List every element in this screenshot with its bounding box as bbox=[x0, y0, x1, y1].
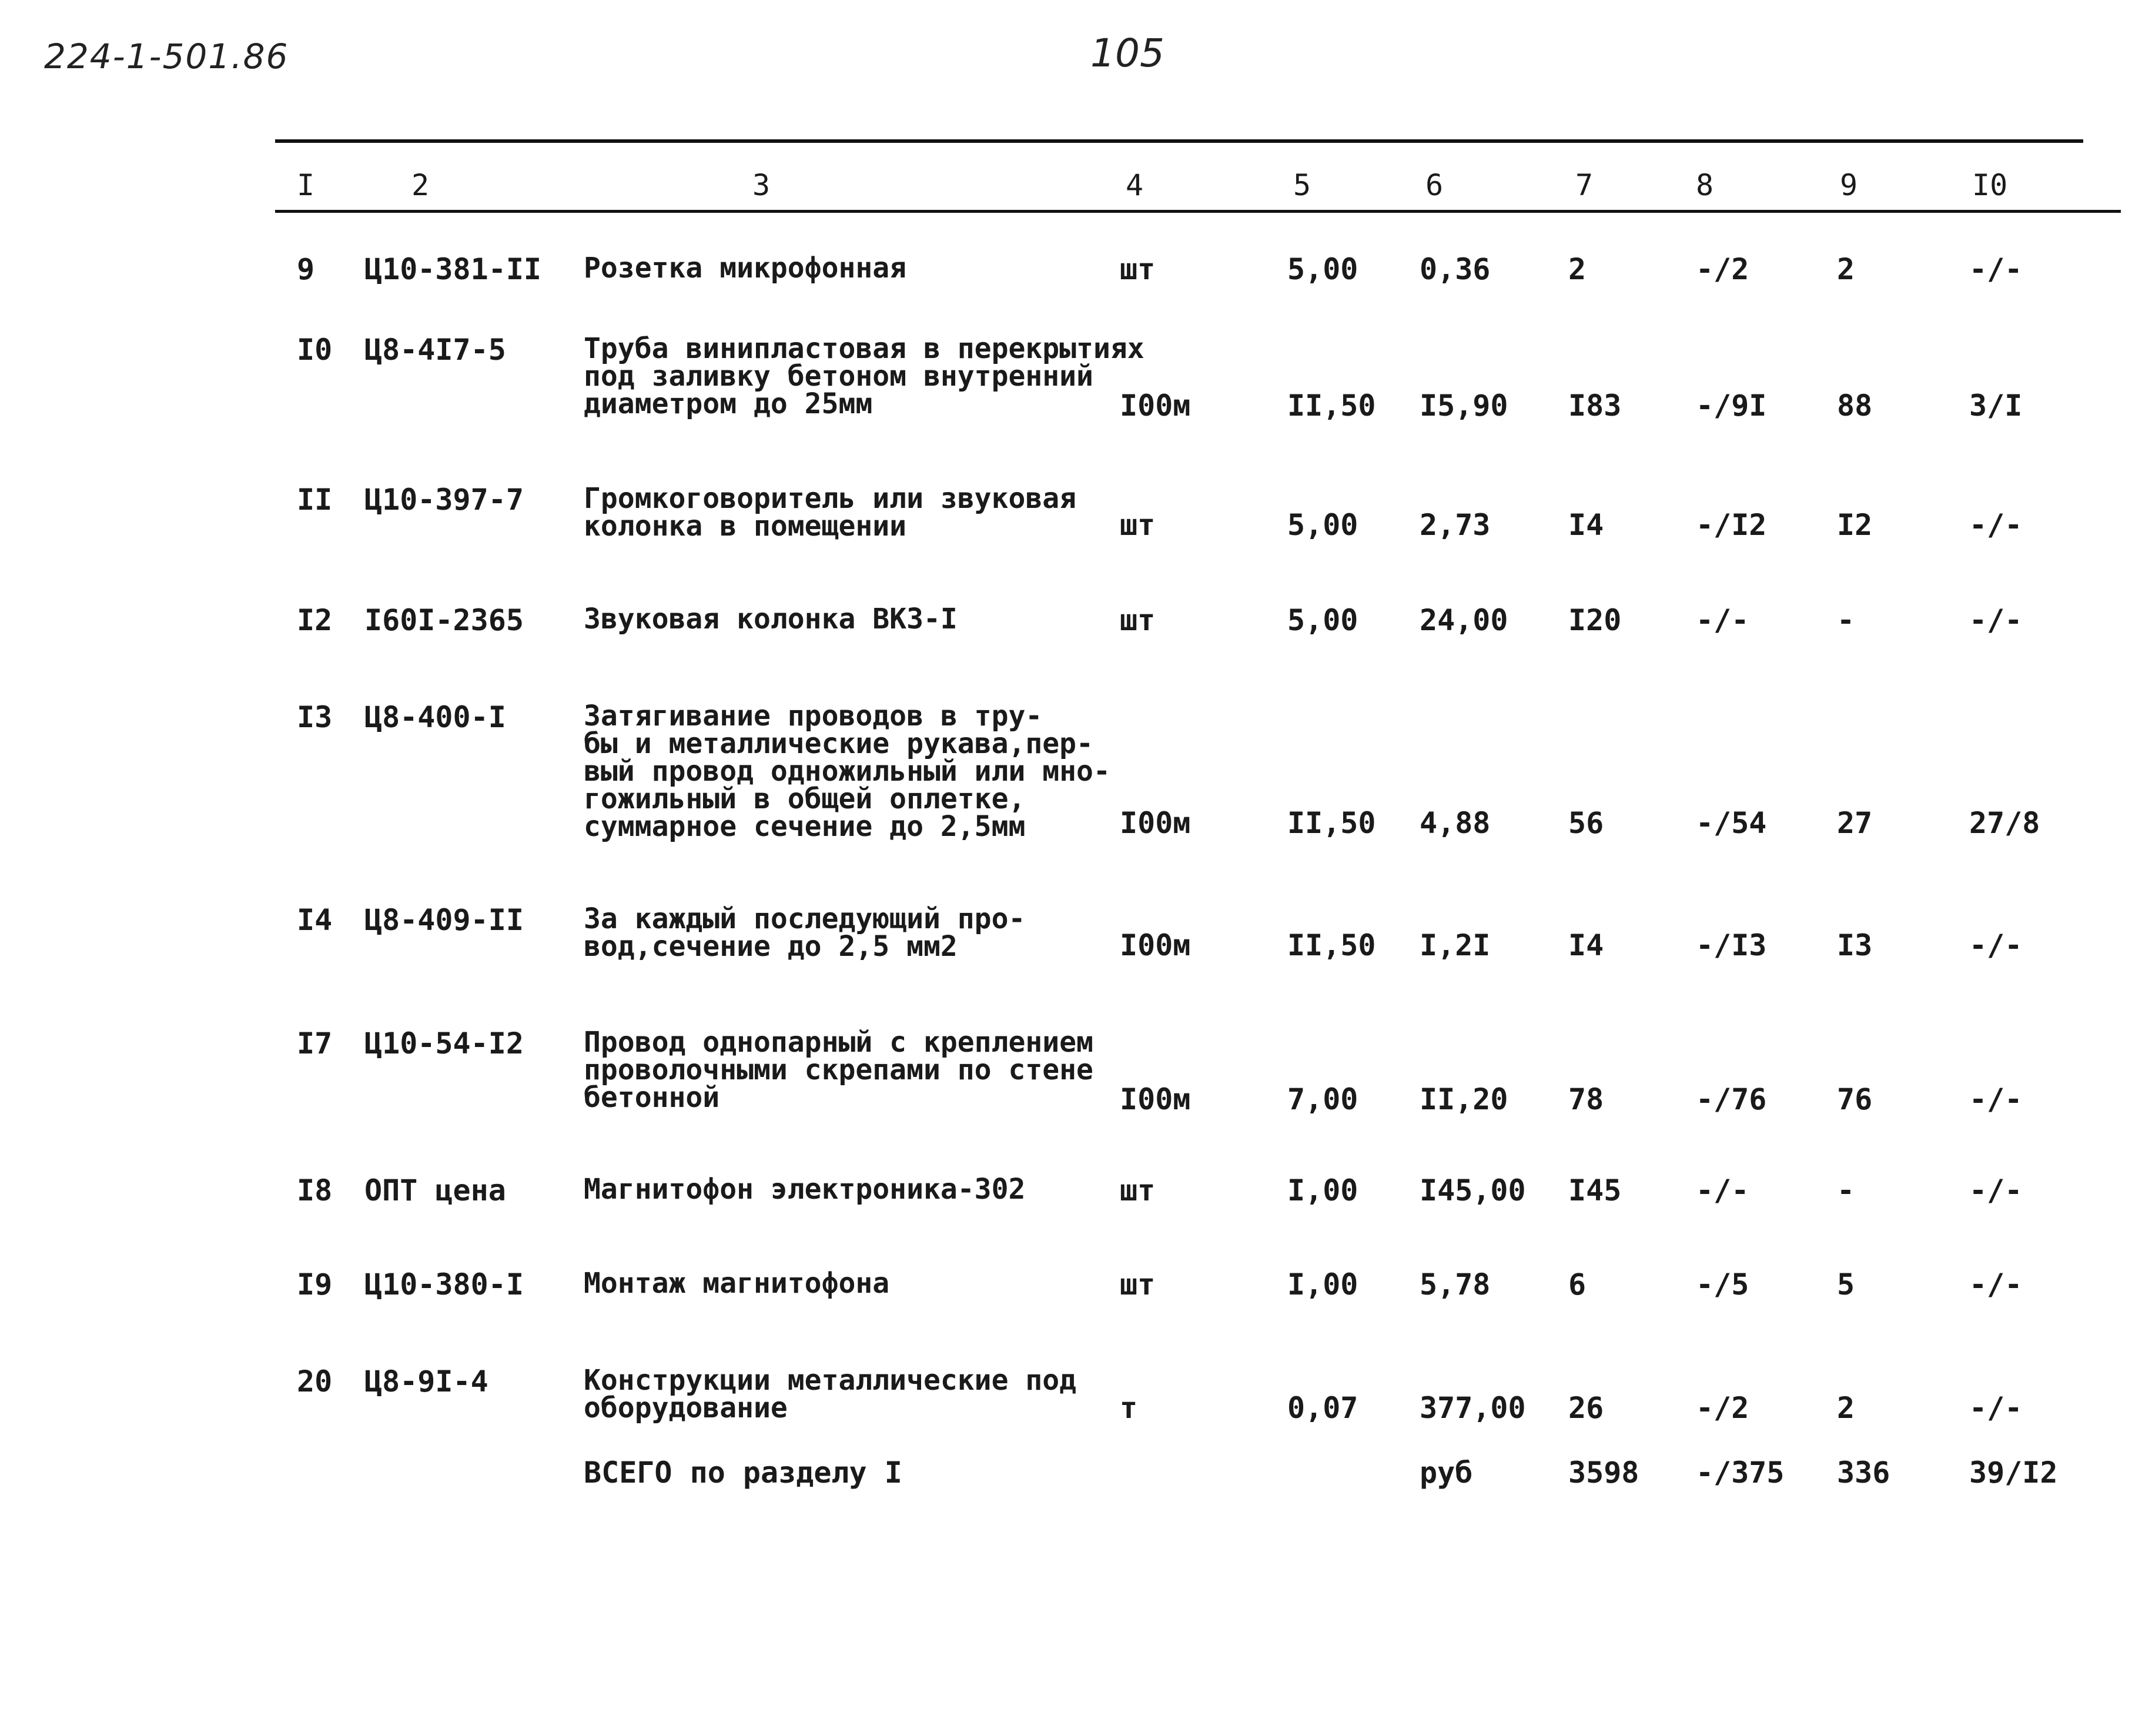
unit-price: I45,00 bbox=[1420, 1173, 1526, 1207]
unit: I00м bbox=[1120, 389, 1191, 423]
description-line: под заливку бетоном внутренний bbox=[584, 360, 1093, 393]
row-number: I8 bbox=[297, 1173, 333, 1207]
total-cost: I20 bbox=[1568, 603, 1622, 637]
section-total-unit: руб bbox=[1420, 1456, 1473, 1490]
work-description bbox=[584, 1364, 1077, 1424]
col-9-value: I2 bbox=[1837, 508, 1873, 542]
rate-code: Ц10-397-7 bbox=[364, 483, 524, 517]
quantity: II,50 bbox=[1287, 389, 1376, 423]
col-10-value: -/- bbox=[1969, 508, 2023, 542]
unit: I00м bbox=[1120, 1082, 1191, 1116]
total-cost: 78 bbox=[1568, 1082, 1604, 1116]
col-10-value: -/- bbox=[1969, 1173, 2023, 1207]
work-description bbox=[584, 1173, 1026, 1206]
col-8-value: -/- bbox=[1696, 1173, 1749, 1207]
unit-price: 24,00 bbox=[1420, 603, 1508, 637]
quantity: 0,07 bbox=[1287, 1391, 1358, 1425]
table-top-rule bbox=[275, 139, 2083, 143]
column-header: 9 bbox=[1840, 168, 1858, 202]
col-8-value: -/- bbox=[1696, 603, 1749, 637]
total-cost: I83 bbox=[1568, 389, 1622, 423]
unit: I00м bbox=[1120, 806, 1191, 840]
row-number: I2 bbox=[297, 603, 333, 637]
column-header: 8 bbox=[1696, 168, 1714, 202]
col-8-value: -/I3 bbox=[1696, 928, 1767, 962]
description-line: Монтаж магнитофона bbox=[584, 1267, 890, 1300]
quantity: II,50 bbox=[1287, 806, 1376, 840]
description-line: Провод однопарный с креплением bbox=[584, 1026, 1093, 1059]
quantity: I,00 bbox=[1287, 1173, 1358, 1207]
rate-code: Ц8-4I7-5 bbox=[364, 333, 506, 367]
col-8-value: -/2 bbox=[1696, 1391, 1749, 1425]
total-cost: 56 bbox=[1568, 806, 1604, 840]
description-line: Громкоговоритель или звуковая bbox=[584, 482, 1077, 515]
row-number: 9 bbox=[297, 252, 315, 286]
work-description bbox=[584, 700, 1110, 843]
col-9-value: - bbox=[1837, 1173, 1855, 1207]
unit-price: II,20 bbox=[1420, 1082, 1508, 1116]
section-total-col-9: 336 bbox=[1837, 1456, 1890, 1490]
description-line: оборудование bbox=[584, 1392, 788, 1424]
work-description bbox=[584, 482, 1077, 543]
column-header: 7 bbox=[1575, 168, 1594, 202]
quantity: I,00 bbox=[1287, 1267, 1358, 1302]
col-10-value: -/- bbox=[1969, 252, 2023, 286]
rate-code: ОПТ цена bbox=[364, 1173, 506, 1207]
col-10-value: -/- bbox=[1969, 928, 2023, 962]
description-line: суммарное сечение до 2,5мм bbox=[584, 810, 1026, 843]
col-10-value: -/- bbox=[1969, 603, 2023, 637]
row-number: I7 bbox=[297, 1026, 333, 1061]
unit-price: 2,73 bbox=[1420, 508, 1491, 542]
rate-code: Ц10-54-I2 bbox=[364, 1026, 524, 1061]
total-cost: I45 bbox=[1568, 1173, 1622, 1207]
page-number: 105 bbox=[1090, 31, 1164, 76]
col-8-value: -/2 bbox=[1696, 252, 1749, 286]
column-header: I0 bbox=[1972, 168, 2008, 202]
description-line: Розетка микрофонная bbox=[584, 252, 907, 285]
rate-code: Ц10-381-II bbox=[364, 252, 542, 286]
quantity: 5,00 bbox=[1287, 603, 1358, 637]
section-total-col-8: -/375 bbox=[1696, 1456, 1785, 1490]
work-description bbox=[584, 902, 1026, 963]
unit: шт bbox=[1120, 1173, 1156, 1207]
description-line: диаметром до 25мм bbox=[584, 387, 873, 420]
col-9-value: I3 bbox=[1837, 928, 1873, 962]
row-number: I9 bbox=[297, 1267, 333, 1302]
col-9-value: 2 bbox=[1837, 252, 1855, 286]
row-number: I4 bbox=[297, 903, 333, 937]
description-line: Магнитофон электроника-302 bbox=[584, 1173, 1026, 1206]
rate-code: Ц8-9I-4 bbox=[364, 1364, 488, 1399]
description-line: вод,сечение до 2,5 мм2 bbox=[584, 930, 958, 963]
column-header: 6 bbox=[1425, 168, 1444, 202]
unit: шт bbox=[1120, 1267, 1156, 1302]
rate-code: Ц8-409-II bbox=[364, 903, 524, 937]
row-number: I0 bbox=[297, 333, 333, 367]
quantity: 7,00 bbox=[1287, 1082, 1358, 1116]
total-cost: 2 bbox=[1568, 252, 1587, 286]
work-description bbox=[584, 1267, 890, 1300]
description-line: колонка в помещении bbox=[584, 510, 907, 543]
col-8-value: -/9I bbox=[1696, 389, 1767, 423]
col-9-value: 27 bbox=[1837, 806, 1873, 840]
description-line: вый провод одножильный или мно- bbox=[584, 755, 1110, 788]
column-header: I bbox=[297, 168, 315, 202]
column-header: 5 bbox=[1293, 168, 1311, 202]
total-cost: 26 bbox=[1568, 1391, 1604, 1425]
unit: т bbox=[1120, 1391, 1138, 1425]
total-cost: I4 bbox=[1568, 508, 1604, 542]
description-line: За каждый последующий про- bbox=[584, 902, 1026, 935]
col-8-value: -/54 bbox=[1696, 806, 1767, 840]
description-line: гожильный в общей оплетке, bbox=[584, 782, 1026, 815]
description-line: бетонной bbox=[584, 1081, 720, 1114]
column-header: 4 bbox=[1126, 168, 1144, 202]
column-header: 3 bbox=[752, 168, 771, 202]
section-total-label: ВСЕГО по разделу I bbox=[584, 1456, 902, 1490]
col-8-value: -/5 bbox=[1696, 1267, 1749, 1302]
col-8-value: -/76 bbox=[1696, 1082, 1767, 1116]
col-10-value: -/- bbox=[1969, 1267, 2023, 1302]
col-9-value: 88 bbox=[1837, 389, 1873, 423]
rate-code: Ц10-380-I bbox=[364, 1267, 524, 1302]
unit: шт bbox=[1120, 508, 1156, 542]
total-cost: 6 bbox=[1568, 1267, 1587, 1302]
unit-price: I,2I bbox=[1420, 928, 1491, 962]
work-description bbox=[584, 1026, 1093, 1114]
col-10-value: -/- bbox=[1969, 1082, 2023, 1116]
description-line: Затягивание проводов в тру- bbox=[584, 700, 1043, 732]
document-code: 224-1-501.86 bbox=[44, 36, 289, 76]
unit-price: I5,90 bbox=[1420, 389, 1508, 423]
col-9-value: 5 bbox=[1837, 1267, 1855, 1302]
unit-price: 4,88 bbox=[1420, 806, 1491, 840]
rate-code: I60I-2365 bbox=[364, 603, 524, 637]
col-10-value: 27/8 bbox=[1969, 806, 2040, 840]
unit-price: 0,36 bbox=[1420, 252, 1491, 286]
row-number: II bbox=[297, 483, 333, 517]
description-line: Конструкции металлические под bbox=[584, 1364, 1077, 1397]
description-line: бы и металлические рукава,пер- bbox=[584, 727, 1093, 760]
unit-price: 5,78 bbox=[1420, 1267, 1491, 1302]
work-description bbox=[584, 252, 907, 285]
column-header: 2 bbox=[411, 168, 430, 202]
quantity: II,50 bbox=[1287, 928, 1376, 962]
col-9-value: - bbox=[1837, 603, 1855, 637]
work-description bbox=[584, 332, 1144, 420]
row-number: 20 bbox=[297, 1364, 333, 1399]
quantity: 5,00 bbox=[1287, 508, 1358, 542]
description-line: Труба винипластовая в перекрытиях bbox=[584, 332, 1144, 365]
total-cost: I4 bbox=[1568, 928, 1604, 962]
unit: шт bbox=[1120, 603, 1156, 637]
unit: I00м bbox=[1120, 928, 1191, 962]
unit: шт bbox=[1120, 252, 1156, 286]
row-number: I3 bbox=[297, 700, 333, 734]
quantity: 5,00 bbox=[1287, 252, 1358, 286]
rate-code: Ц8-400-I bbox=[364, 700, 506, 734]
col-8-value: -/I2 bbox=[1696, 508, 1767, 542]
col-10-value: -/- bbox=[1969, 1391, 2023, 1425]
section-total-cost: 3598 bbox=[1568, 1456, 1639, 1490]
unit-price: 377,00 bbox=[1420, 1391, 1526, 1425]
section-total-col-10: 39/I2 bbox=[1969, 1456, 2058, 1490]
description-line: Звуковая колонка ВКЗ-I bbox=[584, 603, 958, 635]
description-line: проволочными скрепами по стене bbox=[584, 1053, 1093, 1086]
table-header-rule bbox=[275, 210, 2121, 213]
col-10-value: 3/I bbox=[1969, 389, 2023, 423]
col-9-value: 76 bbox=[1837, 1082, 1873, 1116]
col-9-value: 2 bbox=[1837, 1391, 1855, 1425]
work-description bbox=[584, 603, 958, 635]
